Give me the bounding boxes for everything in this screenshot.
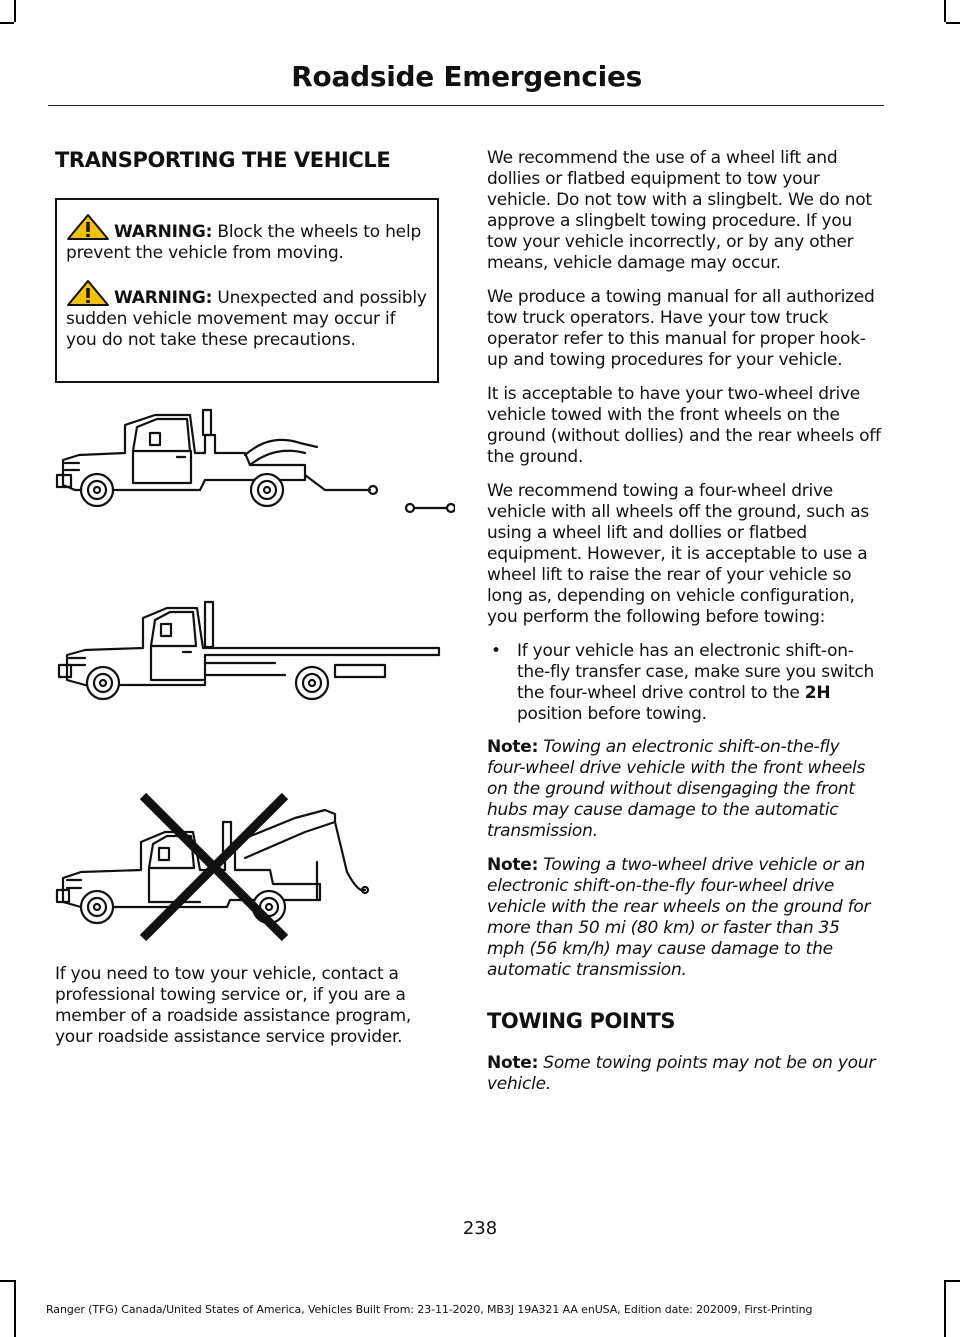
note-label: Note: (487, 737, 539, 757)
note-text: Some towing points may not be on your vehicle. (487, 1053, 876, 1094)
crop-mark (14, 0, 16, 22)
left-column (55, 148, 447, 172)
warning-triangle-icon (66, 280, 110, 304)
crop-mark (0, 1280, 14, 1282)
paragraph: We recommend the use of a wheel lift and dollies or flatbed equipment to tow your vehicle. Do not tow with a slingbelt. We do not approve a slingbelt towing procedure. If you tow your vehicle incorrectly, or by any other means, vehicle damage may occur. (487, 148, 872, 273)
page-number: 238 (462, 1218, 498, 1239)
crop-mark (946, 1280, 960, 1282)
bullet-text-part: If your vehicle has an electronic shift-on-the-fly transfer case, make sure you switch the four-wheel drive control to the (517, 641, 874, 703)
warning-triangle-icon (66, 214, 110, 238)
note (487, 1053, 882, 1095)
warning-label: WARNING: (114, 288, 213, 308)
bullet-symbol: • (491, 641, 501, 661)
right-column (487, 148, 882, 1108)
warning-text: Unexpected and possibly sudden vehicle movement may occur if you do not take these precautions. (66, 288, 427, 350)
warning-label: WARNING: (114, 222, 213, 242)
paragraph: We recommend towing a four-wheel drive vehicle with all wheels off the ground, such as using a wheel lift and dollies or flatbed equipment. However, it is acceptable to use a wheel lift to raise the rear of your vehicle so long as, depending on vehicle configuration, you perform the following before towing: (487, 481, 869, 627)
paragraph: We produce a towing manual for all authorized tow truck operators. Have your tow truck operator refer to this manual for proper hook-up and towing procedures for your vehicle. (487, 287, 875, 370)
warning-1 (66, 214, 427, 264)
left-paragraph: If you need to tow your vehicle, contact a professional towing service or, if you are a member of a roadside assistance program, your roadside assistance service provider. (55, 964, 412, 1047)
crop-mark (946, 22, 960, 24)
section-heading: TRANSPORTING THE VEHICLE (55, 148, 391, 172)
slingbelt-tow-prohibited-illustration (55, 792, 385, 944)
crop-mark (14, 1280, 16, 1337)
warning-box (55, 198, 439, 383)
paragraph: It is acceptable to have your two-wheel drive vehicle towed with the front wheels on the ground (without dollies) and the rear wheels off the ground. (487, 384, 881, 467)
page-title: Roadside Emergencies (291, 60, 642, 93)
warning-2 (66, 280, 427, 351)
bullet-item (487, 641, 882, 725)
bullet-text (517, 641, 882, 725)
crop-mark (944, 1280, 946, 1337)
note-label: Note: (487, 1053, 539, 1073)
section-heading: TOWING POINTS (487, 1009, 676, 1033)
flatbed-tow-illustration (55, 600, 445, 710)
warning-text: Block the wheels to help prevent the vehicle from moving. (66, 222, 422, 263)
note (487, 737, 882, 842)
bullet-text-part: position before towing. (517, 704, 707, 724)
wheel-lift-tow-illustration (55, 405, 455, 525)
note-text: Towing an electronic shift-on-the-fly four-wheel drive vehicle with the front wheels on the ground without disengaging the front hubs may cause damage to the automatic transmission. (487, 737, 866, 841)
header-rule (48, 105, 884, 106)
crop-mark (944, 0, 946, 22)
crop-mark (0, 22, 14, 24)
note (487, 855, 882, 981)
bullet-bold: 2H (804, 683, 831, 703)
note-text: Towing a two-wheel drive vehicle or an electronic shift-on-the-fly four-wheel drive vehicle with the rear wheels on the ground for more than 50 mi (80 km) or faster than 35 mph (56 km/h) may cause damage to the automatic transmission. (487, 855, 871, 980)
note-label: Note: (487, 855, 539, 875)
footer-text: Ranger (TFG) Canada/United States of America, Vehicles Built From: 23-11-2020, MB3J 19A321 AA enUSA, Edition date: 202009, First-Printing (46, 1303, 813, 1316)
